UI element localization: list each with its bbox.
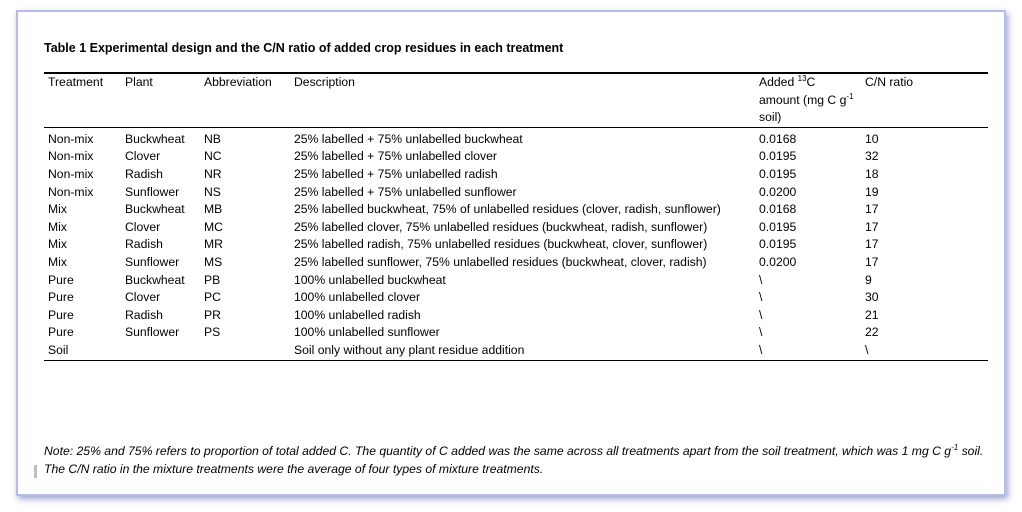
cell-plant: Sunflower (125, 184, 180, 199)
cell-cn-ratio: 10 (865, 131, 879, 146)
cell-added-amount: 0.0195 (759, 166, 797, 181)
cell-description: 25% labelled clover, 75% unlabelled residues (buckwheat, radish, sunflower) (294, 219, 708, 234)
cell-cn-ratio: 22 (865, 325, 879, 340)
cell-treatment: Mix (48, 202, 67, 217)
cell-cn-ratio: 32 (865, 149, 879, 164)
cell-treatment: Pure (48, 307, 74, 322)
table-row (44, 148, 988, 166)
header-description: Description (290, 73, 755, 127)
cell-plant: Radish (125, 237, 163, 252)
cell-cn-ratio: 9 (865, 272, 872, 287)
cell-plant: Buckwheat (125, 202, 185, 217)
cell-plant: Radish (125, 166, 163, 181)
cell-cn-ratio: 21 (865, 307, 879, 322)
cell-plant: Sunflower (125, 325, 180, 340)
cell-plant (121, 342, 200, 360)
cell-description: 25% labelled + 75% unlabelled buckwheat (294, 131, 523, 146)
cell-plant: Buckwheat (125, 131, 185, 146)
cell-plant: Buckwheat (125, 272, 185, 287)
cell-added-amount: \ (759, 272, 763, 287)
cell-added-amount: 0.0200 (759, 184, 797, 199)
cell-abbreviation: MB (204, 202, 223, 217)
header-abbreviation: Abbreviation (200, 73, 290, 127)
cell-cn-ratio: 30 (865, 290, 879, 305)
cell-plant: Clover (125, 290, 161, 305)
cell-plant: Clover (125, 149, 161, 164)
cell-description: 25% labelled buckwheat, 75% of unlabelled residues (clover, radish, sunflower) (294, 202, 721, 217)
cell-description: 25% labelled sunflower, 75% unlabelled residues (buckwheat, clover, radish) (294, 254, 707, 269)
document-frame (16, 10, 1006, 496)
cell-cn-ratio: 17 (865, 237, 879, 252)
cell-added-amount: \ (759, 325, 763, 340)
cell-treatment: Pure (48, 272, 74, 287)
table-row (44, 324, 988, 342)
cell-description: Soil only without any plant residue addition (290, 342, 755, 360)
cell-cn-ratio: 17 (865, 254, 879, 269)
cell-treatment: Mix (48, 237, 67, 252)
cell-description: 100% unlabelled buckwheat (294, 272, 446, 287)
cell-abbreviation: PB (204, 272, 221, 287)
cell-abbreviation: PS (204, 325, 221, 340)
table-note: Note: 25% and 75% refers to proportion of total added C. The quantity of C added was the same across all treatments apart from the soil treatment, which was 1 mg C $g^{-1}$ soil. The C/N ratio in the mixture treatments were the average of four types of mixture treatments. (44, 442, 984, 476)
cell-abbreviation (200, 342, 290, 360)
cell-added-amount: \ (759, 307, 763, 322)
cell-added-amount: 0.0200 (759, 254, 797, 269)
cell-added-amount: 0.0195 (759, 237, 797, 252)
cell-description: 25% labelled radish, 75% unlabelled residues (buckwheat, clover, sunflower) (294, 237, 708, 252)
header-added-amount: Added $^{13}$C amount (mg C $g^{-1}$ soil) (755, 73, 861, 127)
table-row (44, 166, 988, 184)
cell-treatment: Non-mix (48, 131, 94, 146)
cell-added-amount: 0.0195 (759, 149, 797, 164)
cell-abbreviation: PR (204, 307, 221, 322)
cell-added-amount: 0.0168 (759, 131, 797, 146)
cell-plant: Radish (125, 307, 163, 322)
table-header-row (44, 73, 988, 127)
cell-description: 100% unlabelled radish (294, 307, 421, 322)
cell-cn-ratio: 17 (865, 219, 879, 234)
table-row (44, 289, 988, 307)
text-cursor-mark (34, 465, 37, 478)
header-cn-ratio: C/N ratio (861, 73, 988, 127)
cell-treatment: Non-mix (48, 149, 94, 164)
cell-added-amount: 0.0168 (759, 202, 797, 217)
cell-abbreviation: NC (204, 149, 222, 164)
cell-description: 100% unlabelled sunflower (294, 325, 440, 340)
cell-treatment: Non-mix (48, 184, 94, 199)
cell-treatment: Mix (48, 254, 67, 269)
cell-cn-ratio: 18 (865, 166, 879, 181)
table-row (44, 254, 988, 272)
cell-abbreviation: MS (204, 254, 223, 269)
cell-description: 25% labelled + 75% unlabelled sunflower (294, 184, 517, 199)
cell-added-amount: \ (759, 290, 763, 305)
table-row (44, 342, 988, 360)
cell-treatment: Soil (44, 342, 121, 360)
cell-abbreviation: NS (204, 184, 221, 199)
cell-treatment: Mix (48, 219, 67, 234)
table-row (44, 127, 988, 148)
cell-added-amount: \ (755, 342, 861, 360)
cell-cn-ratio: 19 (865, 184, 879, 199)
cell-treatment: Non-mix (48, 166, 94, 181)
cell-abbreviation: MC (204, 219, 223, 234)
cell-abbreviation: PC (204, 290, 221, 305)
table-row (44, 201, 988, 219)
table-row (44, 307, 988, 325)
cell-description: 100% unlabelled clover (294, 290, 421, 305)
table-title: Table 1 Experimental design and the C/N ratio of added crop residues in each treatment (44, 41, 564, 55)
cell-plant: Clover (125, 219, 161, 234)
header-treatment: Treatment (44, 73, 121, 127)
cell-plant: Sunflower (125, 254, 180, 269)
cell-cn-ratio: 17 (865, 202, 879, 217)
table-row (44, 219, 988, 237)
cell-abbreviation: NR (204, 166, 222, 181)
cell-description: 25% labelled + 75% unlabelled clover (294, 149, 497, 164)
cell-treatment: Pure (48, 325, 74, 340)
table-row (44, 236, 988, 254)
header-plant: Plant (121, 73, 200, 127)
cell-abbreviation: MR (204, 237, 223, 252)
cell-description: 25% labelled + 75% unlabelled radish (294, 166, 498, 181)
experimental-design-table (44, 72, 988, 361)
table-row (44, 272, 988, 290)
cell-abbreviation: NB (204, 131, 221, 146)
cell-cn-ratio: \ (861, 342, 988, 360)
cell-treatment: Pure (48, 290, 74, 305)
cell-added-amount: 0.0195 (759, 219, 797, 234)
table-row (44, 184, 988, 202)
